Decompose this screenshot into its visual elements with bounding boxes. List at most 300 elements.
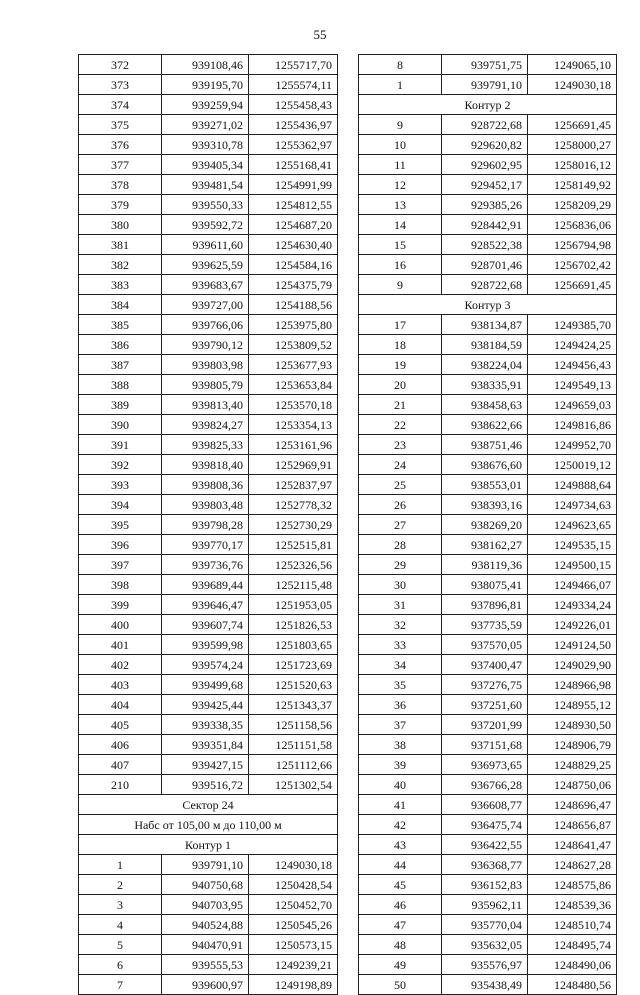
- coord-x: 937251,60: [442, 695, 528, 715]
- point-number: 15: [359, 235, 442, 255]
- coord-x: 939798,28: [162, 515, 249, 535]
- point-number: 48: [359, 935, 442, 955]
- coord-y: 1252837,97: [249, 475, 338, 495]
- table-row: [79, 575, 338, 595]
- table-row: [359, 395, 617, 415]
- table-row: [359, 795, 617, 815]
- point-number: 399: [79, 595, 162, 615]
- coord-y: 1251520,63: [249, 675, 338, 695]
- point-number: 3: [79, 895, 162, 915]
- coord-y: 1256836,06: [528, 215, 617, 235]
- point-number: 402: [79, 655, 162, 675]
- section-header: Набс от 105,00 м до 110,00 м: [79, 815, 338, 835]
- table-row: [359, 195, 617, 215]
- coord-y: 1249198,89: [249, 975, 338, 995]
- coord-x: 935632,05: [442, 935, 528, 955]
- point-number: 5: [79, 935, 162, 955]
- coord-y: 1249424,25: [528, 335, 617, 355]
- table-row: [359, 775, 617, 795]
- table-row: [79, 595, 338, 615]
- point-number: 374: [79, 95, 162, 115]
- coord-y: 1249334,24: [528, 595, 617, 615]
- coord-x: 939824,27: [162, 415, 249, 435]
- point-number: 383: [79, 275, 162, 295]
- table-row: [79, 275, 338, 295]
- table-row: [79, 755, 338, 775]
- section-header-row: [359, 95, 617, 115]
- table-row: [79, 555, 338, 575]
- coord-x: 937896,81: [442, 595, 528, 615]
- coord-y: 1258209,29: [528, 195, 617, 215]
- table-row: [359, 435, 617, 455]
- point-number: 405: [79, 715, 162, 735]
- table-row: [359, 235, 617, 255]
- point-number: 396: [79, 535, 162, 555]
- table-row: [79, 695, 338, 715]
- table-row: [79, 675, 338, 695]
- coord-x: 939791,10: [162, 855, 249, 875]
- table-row: [359, 655, 617, 675]
- point-number: 377: [79, 155, 162, 175]
- table-row: [359, 935, 617, 955]
- coord-y: 1256702,42: [528, 255, 617, 275]
- coord-y: 1251112,66: [249, 755, 338, 775]
- table-row: [79, 315, 338, 335]
- coord-x: 938676,60: [442, 455, 528, 475]
- point-number: 375: [79, 115, 162, 135]
- point-number: 16: [359, 255, 442, 275]
- coord-x: 939803,48: [162, 495, 249, 515]
- coord-x: 939600,97: [162, 975, 249, 995]
- table-row: [79, 935, 338, 955]
- table-row: [359, 875, 617, 895]
- table-row: [79, 435, 338, 455]
- coord-x: 928442,91: [442, 215, 528, 235]
- point-number: 385: [79, 315, 162, 335]
- coord-x: 939427,15: [162, 755, 249, 775]
- coord-x: 938622,66: [442, 415, 528, 435]
- point-number: 210: [79, 775, 162, 795]
- coord-x: 939310,78: [162, 135, 249, 155]
- coord-y: 1248575,86: [528, 875, 617, 895]
- coord-x: 938162,27: [442, 535, 528, 555]
- coord-x: 939770,17: [162, 535, 249, 555]
- point-number: 41: [359, 795, 442, 815]
- coord-x: 939271,02: [162, 115, 249, 135]
- coord-y: 1250428,54: [249, 875, 338, 895]
- coord-y: 1250019,12: [528, 455, 617, 475]
- coord-x: 929620,82: [442, 135, 528, 155]
- coord-y: 1249623,65: [528, 515, 617, 535]
- table-row: [359, 115, 617, 135]
- table-row: [359, 815, 617, 835]
- table-row: [79, 355, 338, 375]
- coord-y: 1254375,79: [249, 275, 338, 295]
- point-number: 25: [359, 475, 442, 495]
- coord-y: 1251723,69: [249, 655, 338, 675]
- point-number: 382: [79, 255, 162, 275]
- point-number: 34: [359, 655, 442, 675]
- coord-x: 939607,74: [162, 615, 249, 635]
- point-number: 407: [79, 755, 162, 775]
- table-row: [79, 55, 338, 75]
- table-row: [359, 955, 617, 975]
- point-number: 391: [79, 435, 162, 455]
- table-row: [79, 255, 338, 275]
- coord-y: 1248480,56: [528, 975, 617, 995]
- table-row: [359, 515, 617, 535]
- point-number: 28: [359, 535, 442, 555]
- coord-y: 1249030,18: [528, 75, 617, 95]
- point-number: 386: [79, 335, 162, 355]
- table-row: [359, 415, 617, 435]
- coord-x: 939751,75: [442, 55, 528, 75]
- section-header-row: [79, 835, 338, 855]
- point-number: 380: [79, 215, 162, 235]
- point-number: 397: [79, 555, 162, 575]
- coord-x: 937201,99: [442, 715, 528, 735]
- point-number: 14: [359, 215, 442, 235]
- point-number: 9: [359, 275, 442, 295]
- coord-x: 937276,75: [442, 675, 528, 695]
- point-number: 33: [359, 635, 442, 655]
- table-row: [79, 875, 338, 895]
- coord-x: 939574,24: [162, 655, 249, 675]
- table-row: [359, 495, 617, 515]
- table-row: [79, 75, 338, 95]
- coord-x: 935770,04: [442, 915, 528, 935]
- coord-x: 939808,36: [162, 475, 249, 495]
- point-number: 8: [359, 55, 442, 75]
- coord-y: 1252115,48: [249, 575, 338, 595]
- table-row: [359, 175, 617, 195]
- coord-y: 1255436,97: [249, 115, 338, 135]
- coord-y: 1252515,81: [249, 535, 338, 555]
- coord-x: 939338,35: [162, 715, 249, 735]
- coord-x: 938075,41: [442, 575, 528, 595]
- coord-y: 1248955,12: [528, 695, 617, 715]
- coord-y: 1253653,84: [249, 375, 338, 395]
- coord-y: 1251826,53: [249, 615, 338, 635]
- coord-x: 939825,33: [162, 435, 249, 455]
- table-row: [359, 535, 617, 555]
- coord-y: 1249549,13: [528, 375, 617, 395]
- coord-x: 939592,72: [162, 215, 249, 235]
- coord-x: 939351,84: [162, 735, 249, 755]
- point-number: 390: [79, 415, 162, 435]
- point-number: 20: [359, 375, 442, 395]
- coord-y: 1254584,16: [249, 255, 338, 275]
- point-number: 381: [79, 235, 162, 255]
- table-row: [359, 975, 617, 995]
- coord-y: 1249734,63: [528, 495, 617, 515]
- coord-y: 1253809,52: [249, 335, 338, 355]
- point-number: 384: [79, 295, 162, 315]
- point-number: 35: [359, 675, 442, 695]
- coord-x: 939818,40: [162, 455, 249, 475]
- coord-y: 1249888,64: [528, 475, 617, 495]
- coord-x: 936766,28: [442, 775, 528, 795]
- table-row: [79, 615, 338, 635]
- coord-y: 1248906,79: [528, 735, 617, 755]
- table-row: [79, 655, 338, 675]
- coord-y: 1253161,96: [249, 435, 338, 455]
- coord-x: 928522,38: [442, 235, 528, 255]
- coord-x: 938393,16: [442, 495, 528, 515]
- table-row: [359, 615, 617, 635]
- table-row: [79, 855, 338, 875]
- section-header-row: [79, 815, 338, 835]
- coord-x: 939499,68: [162, 675, 249, 695]
- coord-x: 938335,91: [442, 375, 528, 395]
- coord-y: 1252969,91: [249, 455, 338, 475]
- table-row: [359, 55, 617, 75]
- point-number: 387: [79, 355, 162, 375]
- table-row: [359, 755, 617, 775]
- coord-y: 1249500,15: [528, 555, 617, 575]
- table-row: [79, 135, 338, 155]
- section-header: Контур 3: [359, 295, 617, 315]
- point-number: 21: [359, 395, 442, 415]
- coord-y: 1255458,43: [249, 95, 338, 115]
- coord-y: 1258149,92: [528, 175, 617, 195]
- point-number: 47: [359, 915, 442, 935]
- point-number: 46: [359, 895, 442, 915]
- coord-x: 939611,60: [162, 235, 249, 255]
- table-row: [79, 115, 338, 135]
- section-header: Контур 1: [79, 835, 338, 855]
- point-number: 39: [359, 755, 442, 775]
- coord-x: 938458,63: [442, 395, 528, 415]
- table-row: [359, 895, 617, 915]
- coord-x: 936475,74: [442, 815, 528, 835]
- coord-y: 1248490,06: [528, 955, 617, 975]
- coord-y: 1248930,50: [528, 715, 617, 735]
- table-row: [79, 915, 338, 935]
- table-row: [79, 735, 338, 755]
- coord-y: 1253975,80: [249, 315, 338, 335]
- point-number: 389: [79, 395, 162, 415]
- table-row: [359, 595, 617, 615]
- coord-x: 928701,46: [442, 255, 528, 275]
- point-number: 10: [359, 135, 442, 155]
- coord-x: 939646,47: [162, 595, 249, 615]
- coord-x: 939791,10: [442, 75, 528, 95]
- table-row: [359, 735, 617, 755]
- point-number: 40: [359, 775, 442, 795]
- table-row: [359, 575, 617, 595]
- point-number: 406: [79, 735, 162, 755]
- coord-x: 928722,68: [442, 275, 528, 295]
- point-number: 24: [359, 455, 442, 475]
- point-number: 1: [359, 75, 442, 95]
- coord-x: 937570,05: [442, 635, 528, 655]
- coord-x: 939625,59: [162, 255, 249, 275]
- point-number: 395: [79, 515, 162, 535]
- table-row: [79, 715, 338, 735]
- point-number: 403: [79, 675, 162, 695]
- section-header: Сектор 24: [79, 795, 338, 815]
- point-number: 13: [359, 195, 442, 215]
- coord-x: 935962,11: [442, 895, 528, 915]
- point-number: 9: [359, 115, 442, 135]
- point-number: 401: [79, 635, 162, 655]
- coord-x: 936368,77: [442, 855, 528, 875]
- point-number: 29: [359, 555, 442, 575]
- point-number: 50: [359, 975, 442, 995]
- coord-y: 1252778,32: [249, 495, 338, 515]
- coord-x: 936973,65: [442, 755, 528, 775]
- coord-x: 935438,49: [442, 975, 528, 995]
- coord-y: 1251302,54: [249, 775, 338, 795]
- table-row: [79, 415, 338, 435]
- point-number: 1: [79, 855, 162, 875]
- coord-x: 936608,77: [442, 795, 528, 815]
- table-row: [359, 155, 617, 175]
- table-row: [79, 975, 338, 995]
- coord-y: 1248510,74: [528, 915, 617, 935]
- coord-x: 939550,33: [162, 195, 249, 215]
- table-row: [359, 355, 617, 375]
- section-header-row: [79, 795, 338, 815]
- coord-x: 939813,40: [162, 395, 249, 415]
- coord-y: 1248641,47: [528, 835, 617, 855]
- point-number: 400: [79, 615, 162, 635]
- coord-x: 940470,91: [162, 935, 249, 955]
- table-row: [79, 155, 338, 175]
- coord-y: 1251803,65: [249, 635, 338, 655]
- coord-y: 1248750,06: [528, 775, 617, 795]
- table-row: [359, 915, 617, 935]
- coord-y: 1254188,56: [249, 295, 338, 315]
- coord-x: 929385,26: [442, 195, 528, 215]
- coord-y: 1248627,28: [528, 855, 617, 875]
- coord-y: 1249466,07: [528, 575, 617, 595]
- point-number: 393: [79, 475, 162, 495]
- coord-x: 939481,54: [162, 175, 249, 195]
- point-number: 38: [359, 735, 442, 755]
- table-row: [79, 955, 338, 975]
- point-number: 376: [79, 135, 162, 155]
- coord-y: 1258000,27: [528, 135, 617, 155]
- coord-y: 1251151,58: [249, 735, 338, 755]
- coord-y: 1256691,45: [528, 115, 617, 135]
- point-number: 32: [359, 615, 442, 635]
- coordinates-table-left-body: [79, 55, 338, 995]
- coordinates-table-right-body: [359, 55, 617, 995]
- point-number: 44: [359, 855, 442, 875]
- point-number: 42: [359, 815, 442, 835]
- coord-y: 1250545,26: [249, 915, 338, 935]
- coord-y: 1248829,25: [528, 755, 617, 775]
- table-row: [359, 135, 617, 155]
- coord-x: 939689,44: [162, 575, 249, 595]
- coord-y: 1255717,70: [249, 55, 338, 75]
- table-row: [359, 835, 617, 855]
- table-row: [359, 555, 617, 575]
- coord-y: 1258016,12: [528, 155, 617, 175]
- table-row: [79, 175, 338, 195]
- coord-y: 1249952,70: [528, 435, 617, 455]
- coord-x: 938269,20: [442, 515, 528, 535]
- coord-y: 1249030,18: [249, 855, 338, 875]
- coord-x: 935576,97: [442, 955, 528, 975]
- coord-y: 1255168,41: [249, 155, 338, 175]
- coord-x: 940703,95: [162, 895, 249, 915]
- point-number: 379: [79, 195, 162, 215]
- table-row: [79, 775, 338, 795]
- coord-y: 1249535,15: [528, 535, 617, 555]
- point-number: 373: [79, 75, 162, 95]
- table-row: [79, 195, 338, 215]
- table-row: [359, 375, 617, 395]
- table-row: [79, 455, 338, 475]
- table-row: [79, 395, 338, 415]
- coord-y: 1248696,47: [528, 795, 617, 815]
- coord-x: 939803,98: [162, 355, 249, 375]
- coord-x: 938134,87: [442, 315, 528, 335]
- table-row: [359, 475, 617, 495]
- table-row: [79, 475, 338, 495]
- table-row: [79, 535, 338, 555]
- table-row: [79, 335, 338, 355]
- coord-x: 940524,88: [162, 915, 249, 935]
- coord-y: 1249816,86: [528, 415, 617, 435]
- table-row: [359, 675, 617, 695]
- coord-y: 1253354,13: [249, 415, 338, 435]
- coord-y: 1256794,98: [528, 235, 617, 255]
- table-row: [79, 895, 338, 915]
- point-number: 398: [79, 575, 162, 595]
- coord-y: 1256691,45: [528, 275, 617, 295]
- coord-x: 936152,83: [442, 875, 528, 895]
- point-number: 4: [79, 915, 162, 935]
- point-number: 372: [79, 55, 162, 75]
- coord-y: 1252326,56: [249, 555, 338, 575]
- coord-y: 1249065,10: [528, 55, 617, 75]
- table-row: [359, 275, 617, 295]
- point-number: 378: [79, 175, 162, 195]
- coord-x: 939790,12: [162, 335, 249, 355]
- point-number: 37: [359, 715, 442, 735]
- coord-x: 929602,95: [442, 155, 528, 175]
- point-number: 12: [359, 175, 442, 195]
- coord-y: 1254991,99: [249, 175, 338, 195]
- coord-x: 939405,34: [162, 155, 249, 175]
- point-number: 18: [359, 335, 442, 355]
- coord-x: 937400,47: [442, 655, 528, 675]
- table-row: [359, 455, 617, 475]
- coordinates-table-left: [78, 54, 338, 995]
- point-number: 49: [359, 955, 442, 975]
- point-number: 2: [79, 875, 162, 895]
- table-row: [79, 495, 338, 515]
- coord-y: 1250573,15: [249, 935, 338, 955]
- table-row: [359, 255, 617, 275]
- point-number: 394: [79, 495, 162, 515]
- point-number: 43: [359, 835, 442, 855]
- coord-x: 938184,59: [442, 335, 528, 355]
- table-row: [79, 295, 338, 315]
- coord-y: 1248495,74: [528, 935, 617, 955]
- coord-y: 1255362,97: [249, 135, 338, 155]
- coord-x: 928722,68: [442, 115, 528, 135]
- coord-y: 1249029,90: [528, 655, 617, 675]
- point-number: 17: [359, 315, 442, 335]
- table-row: [79, 235, 338, 255]
- coord-y: 1255574,11: [249, 75, 338, 95]
- section-header-row: [359, 295, 617, 315]
